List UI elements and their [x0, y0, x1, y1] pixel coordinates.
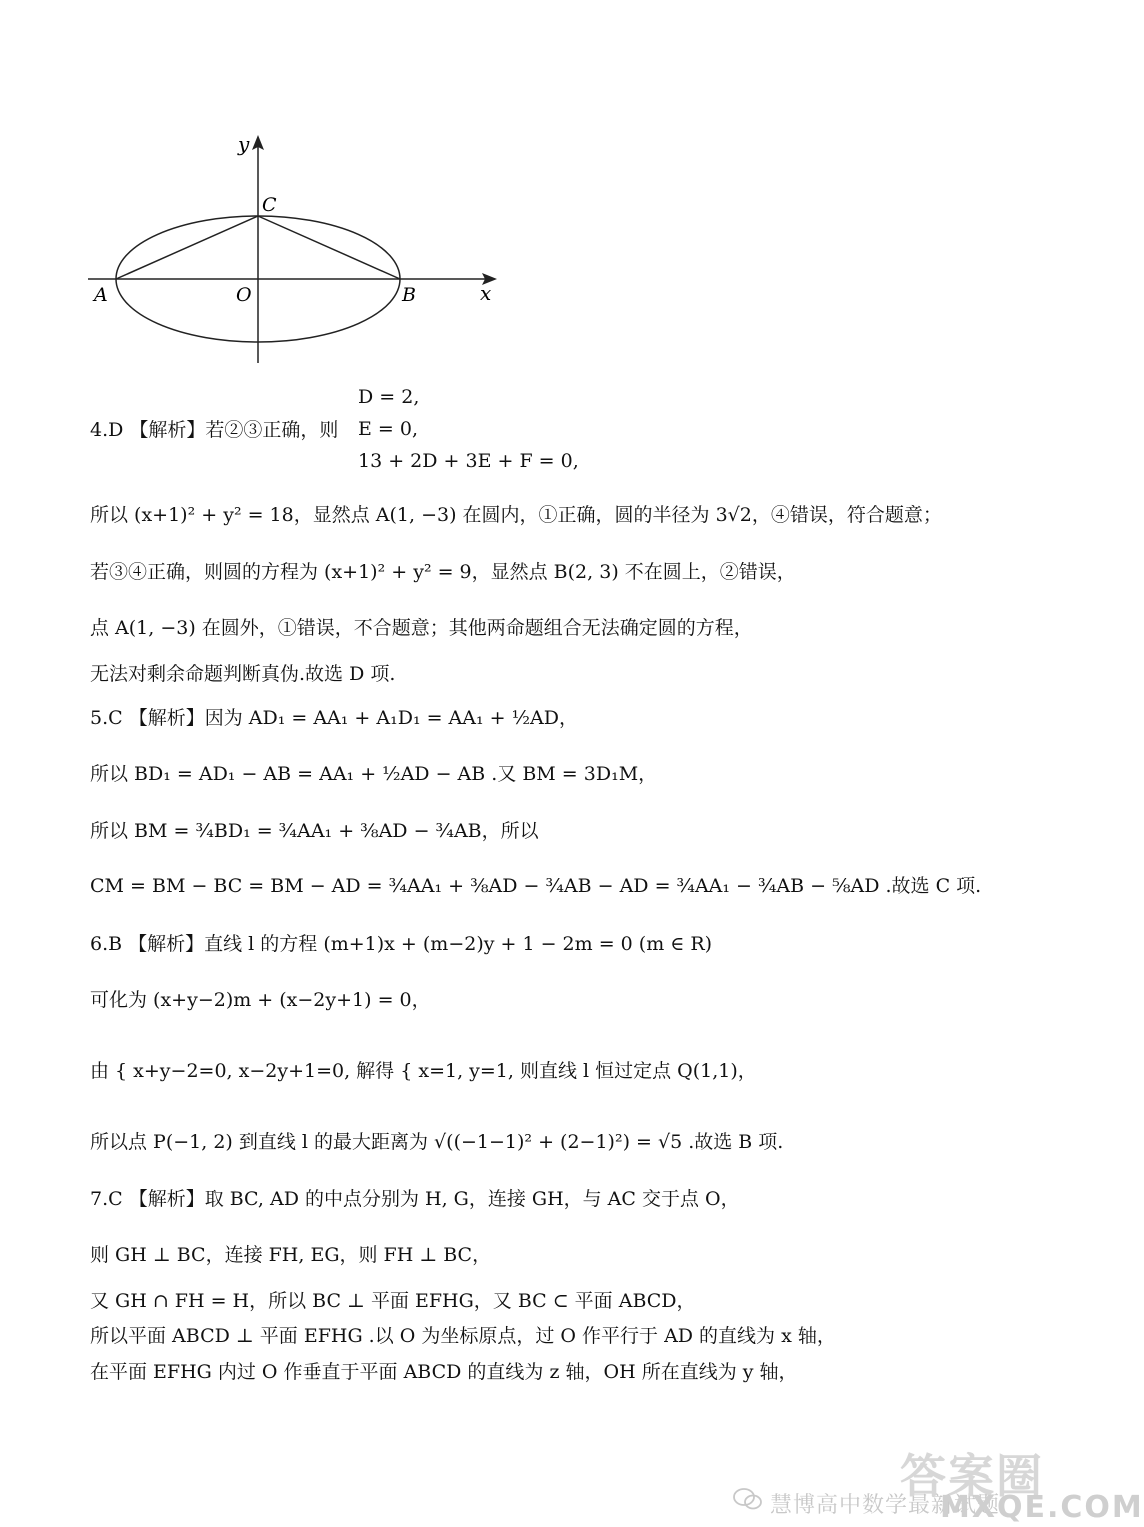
label-O: O	[236, 284, 252, 306]
q6-line-4: 所以点 P(−1, 2) 到直线 l 的最大距离为 √((−1−1)² + (2−1)²) = √5 .故选 B 项.	[90, 1131, 784, 1153]
q5-line-1: 5.C 【解析】因为 AD₁ = AA₁ + A₁D₁ = AA₁ + ½AD，	[90, 707, 578, 729]
q7-line-5: 在平面 EFHG 内过 O 作垂直于平面 ABCD 的直线为 z 轴，OH 所在直线为 y 轴，	[90, 1361, 798, 1383]
q5-line-2: 所以 BD₁ = AD₁ − AB = AA₁ + ½AD − AB .又 BM = 3D₁M，	[90, 763, 658, 785]
label-C: C	[262, 194, 277, 216]
q7-line-2: 则 GH ⊥ BC，连接 FH, EG，则 FH ⊥ BC，	[90, 1244, 492, 1266]
wechat-icon	[733, 1487, 763, 1511]
segment-CB	[258, 216, 400, 279]
q5-line-4: CM = BM − BC = BM − AD = ¾AA₁ + ⅜AD − ¾AB − AD = ¾AA₁ − ¾AB − ⅝AD .故选 C 项.	[90, 875, 982, 897]
segment-AC	[116, 216, 258, 279]
label-B: B	[402, 284, 416, 306]
q6-line-1: 6.B 【解析】直线 l 的方程 (m+1)x + (m−2)y + 1 − 2m = 0 (m ∈ R)	[90, 933, 713, 955]
q7-line-1: 7.C 【解析】取 BC, AD 的中点分别为 H, G，连接 GH，与 AC 交于点 O，	[90, 1188, 740, 1210]
label-A: A	[94, 284, 108, 306]
q4-line-2: 若③④正确，则圆的方程为 (x+1)² + y² = 9，显然点 B(2, 3) 不在圆上，②错误，	[90, 561, 796, 583]
watermark-logo: 答案圈	[900, 1449, 1044, 1503]
q7-line-3: 又 GH ∩ FH = H，所以 BC ⊥ 平面 EFHG，又 BC ⊂ 平面 ABCD，	[90, 1290, 696, 1312]
q4-line-4: 无法对剩余命题判断真伪.故选 D 项.	[90, 663, 396, 685]
q4-system-line-1: D = 2,	[358, 386, 420, 408]
watermark-site: MXQE.COM	[940, 1490, 1144, 1525]
watermark-account: 慧博高中数学最新试题	[770, 1493, 1001, 1518]
q4-header: 4.D 【解析】若②③正确，则	[90, 419, 339, 441]
q4-line-3: 点 A(1, −3) 在圆外，①错误，不合题意；其他两命题组合无法确定圆的方程，	[90, 617, 753, 639]
q4-system-line-2: E = 0,	[358, 418, 418, 440]
q7-line-4: 所以平面 ABCD ⊥ 平面 EFHG .以 O 为坐标原点，过 O 作平行于 AD 的直线为 x 轴，	[90, 1325, 836, 1347]
y-axis-label: y	[238, 132, 250, 156]
q4-system-line-3: 13 + 2D + 3E + F = 0,	[358, 450, 579, 472]
q6-line-2: 可化为 (x+y−2)m + (x−2y+1) = 0，	[90, 989, 431, 1011]
q5-line-3: 所以 BM = ¾BD₁ = ¾AA₁ + ⅜AD − ¾AB，所以	[90, 820, 539, 842]
x-axis-label: x	[480, 281, 492, 305]
q4-line-1: 所以 (x+1)² + y² = 18，显然点 A(1, −3) 在圆内，①正确，圆的半径为 3√2，④错误，符合题意；	[90, 504, 942, 526]
q6-line-3: 由 { x+y−2=0, x−2y+1=0, 解得 { x=1, y=1, 则直线 l 恒过定点 Q(1,1)，	[90, 1060, 757, 1082]
ellipse-figure	[80, 125, 510, 370]
